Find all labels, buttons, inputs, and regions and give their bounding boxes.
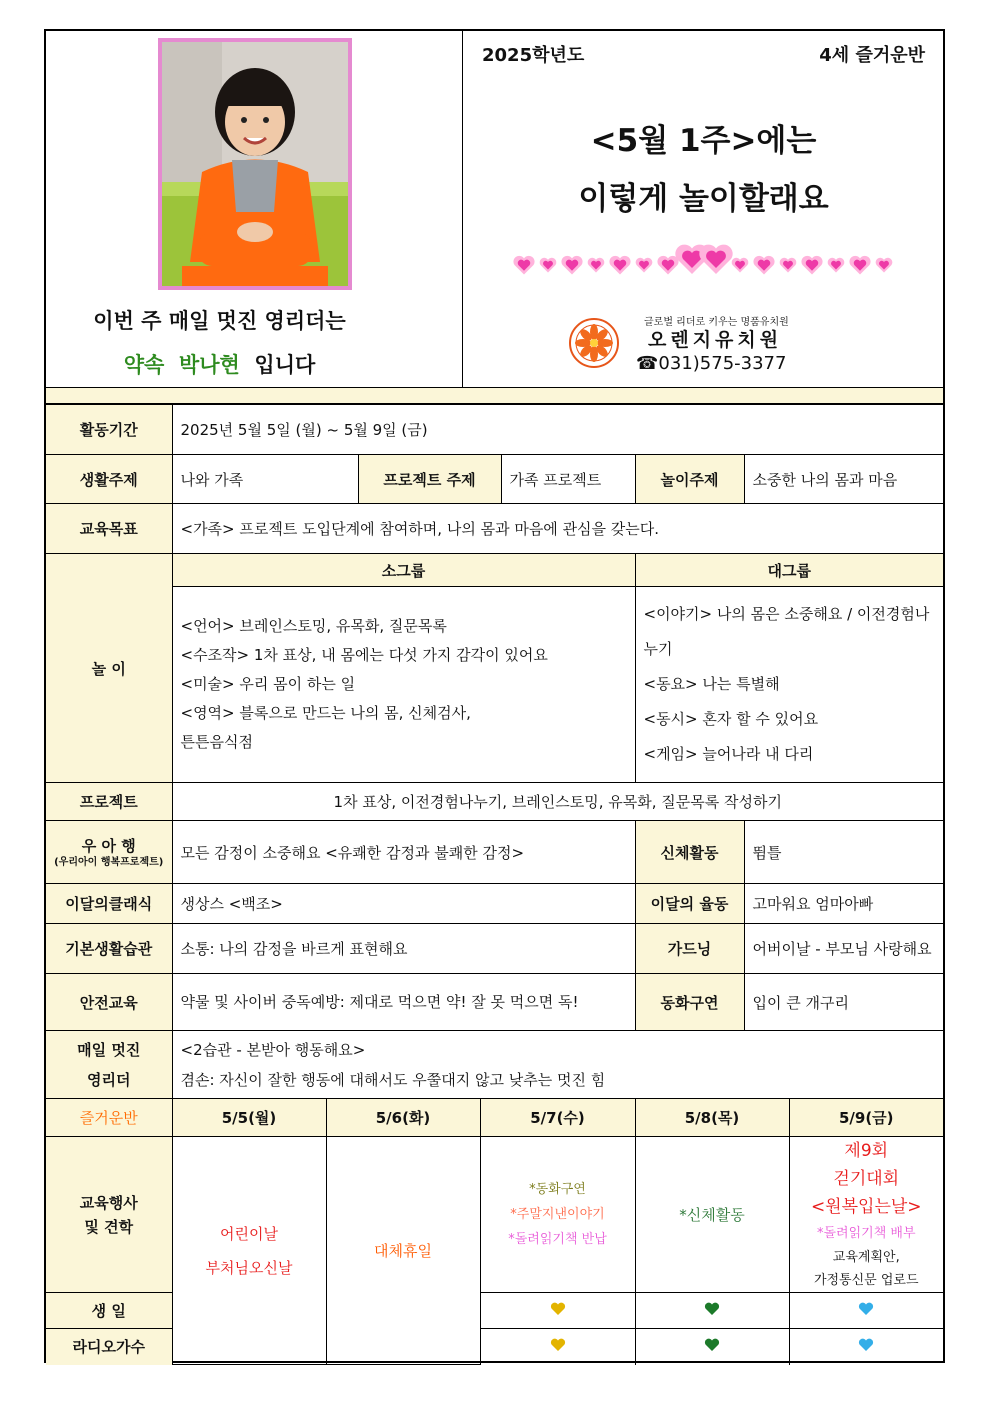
event-item: 교육계획안, (832, 1250, 900, 1265)
goal-label: 교육목표 (46, 504, 172, 554)
decorative-heart-icon (588, 258, 605, 273)
story-value: 입이 큰 개구리 (744, 974, 943, 1031)
title-panel (464, 31, 943, 387)
event-item: *주말지낸이야기 (510, 1207, 605, 1222)
page-title-line1: <5월 1주>에는 (590, 123, 817, 159)
event-item: 걷기대회 (833, 1169, 900, 1189)
row-project (46, 783, 943, 821)
list-item: <이야기> 나의 몸은 소중해요 / 이전경험나누기 (643, 605, 930, 658)
day-mon: 5/5(월) (172, 1099, 326, 1137)
decorative-heart-icon (657, 256, 678, 275)
life-theme-label: 생활주제 (46, 455, 172, 504)
list-item: <미술> 우리 몸이 하는 일 (180, 675, 356, 693)
decorative-heart-icon (732, 258, 749, 273)
event-item: 가정통신문 업로드 (813, 1273, 919, 1288)
physical-label: 신체활동 (635, 821, 744, 884)
school-logo-icon (568, 317, 620, 369)
blue-heart-icon (858, 1301, 874, 1317)
row-daily-leader (46, 1031, 943, 1099)
section-divider (46, 387, 943, 404)
green-heart-icon (704, 1337, 720, 1353)
day-tue: 5/6(화) (326, 1099, 480, 1137)
decorative-heart-icon (699, 245, 732, 274)
child-photo-illustration (162, 42, 348, 286)
list-item: <동시> 혼자 할 수 있어요 (643, 710, 819, 728)
leader-photo (158, 38, 352, 290)
rhythm-label: 이달의 율동 (635, 884, 744, 924)
leader-name: 박나현 (178, 353, 240, 377)
row-themes (46, 455, 943, 504)
uah-label (46, 821, 172, 884)
list-item: <영역> 블록으로 만드는 나의 몸, 신체검사, (180, 704, 471, 722)
large-group-label: 대그룹 (635, 554, 943, 587)
decorative-heart-icon (561, 256, 582, 275)
large-group-list (635, 587, 943, 783)
blue-heart-icon (858, 1337, 874, 1353)
wed-events (480, 1137, 635, 1293)
daily-leader-label-line2: 영리더 (87, 1070, 131, 1089)
decorative-heart-icon (753, 256, 774, 275)
decorative-heart-icon (849, 256, 870, 275)
yellow-heart-icon (550, 1301, 566, 1317)
thu-events: *신체활동 (635, 1137, 789, 1293)
leader-panel (46, 31, 463, 387)
thu-radio (635, 1329, 789, 1365)
decorative-heart-icon (828, 258, 845, 273)
list-item: <동요> 나는 특별해 (643, 675, 780, 693)
events-label (46, 1137, 172, 1293)
school-phone: ☎031)575-3377 (636, 353, 787, 374)
small-group-list (172, 587, 635, 783)
day-wed: 5/7(수) (480, 1099, 635, 1137)
radio-label: 라디오가수 (46, 1329, 172, 1365)
story-label: 동화구연 (635, 974, 744, 1031)
class-label: 즐거운반 (46, 1099, 172, 1137)
holiday-childrens-day: 어린이날 (220, 1224, 278, 1243)
life-theme-value: 나와 가족 (172, 455, 358, 504)
page-title-line2: 이렇게 놀이할래요 (578, 181, 829, 217)
green-heart-icon (704, 1301, 720, 1317)
day-fri: 5/9(금) (789, 1099, 943, 1137)
row-play-head (46, 554, 943, 587)
uah-title: 우 아 행 (81, 837, 136, 855)
uah-value: 모든 감정이 소중해요 <유쾌한 감정과 불쾌한 감정> (172, 821, 635, 884)
birthday-label: 생 일 (46, 1293, 172, 1329)
row-uah (46, 821, 943, 884)
play-theme-value: 소중한 나의 몸과 마음 (744, 455, 943, 504)
fri-birthday (789, 1293, 943, 1329)
row-events (46, 1137, 943, 1293)
list-item: <수조작> 1차 표상, 내 몸에는 다섯 가지 감각이 있어요 (180, 646, 548, 664)
classic-value: 생상스 <백조> (172, 884, 635, 924)
safety-value: 약물 및 사이버 중독예방: 제대로 먹으면 약! 잘 못 먹으면 독! (172, 974, 635, 1031)
wed-radio (480, 1329, 635, 1365)
period-label: 활동기간 (46, 405, 172, 455)
garden-value: 어버이날 - 부모님 사랑해요 (744, 924, 943, 974)
event-item: <원복입는날> (810, 1197, 922, 1217)
decorative-heart-icon (540, 258, 557, 273)
row-goal (46, 504, 943, 554)
event-item: *돌려읽기책 배부 (816, 1226, 916, 1241)
mon-holiday (172, 1137, 326, 1365)
thu-birthday (635, 1293, 789, 1329)
leader-suffix: 입니다 (254, 353, 316, 377)
row-days (46, 1099, 943, 1137)
daily-leader-label (46, 1031, 172, 1099)
events-label-line1: 교육행사 (79, 1193, 138, 1212)
row-habit (46, 924, 943, 974)
physical-value: 뜀틀 (744, 821, 943, 884)
period-value: 2025년 5월 5일 (월) ~ 5월 9일 (금) (172, 405, 943, 455)
decorative-heart-icon (876, 258, 893, 273)
habit-value: 소통: 나의 감정을 바르게 표현해요 (172, 924, 635, 974)
decorative-heart-icon (780, 258, 797, 273)
school-slogan: 글로벌 리더로 키우는 명품유치원 (644, 317, 789, 328)
small-group-label: 소그룹 (172, 554, 635, 587)
weekly-plan-sheet (44, 29, 945, 1363)
project-value: 1차 표상, 이전경험나누기, 브레인스토밍, 유목화, 질문목록 작성하기 (172, 783, 943, 821)
weekly-schedule-table (46, 1098, 943, 1365)
tue-holiday: 대체휴일 (326, 1137, 480, 1365)
daily-leader-value (172, 1031, 943, 1099)
header (46, 31, 943, 387)
project-theme-value: 가족 프로젝트 (501, 455, 635, 504)
list-item: <언어> 브레인스토밍, 유목화, 질문목록 (180, 617, 447, 635)
school-name: 오렌지유치원 (648, 329, 783, 351)
row-classic (46, 884, 943, 924)
rhythm-value: 고마워요 엄마아빠 (744, 884, 943, 924)
safety-label: 안전교육 (46, 974, 172, 1031)
play-label: 놀 이 (46, 554, 172, 783)
project-label: 프로젝트 (46, 783, 172, 821)
list-item: 튼튼음식점 (180, 733, 253, 751)
fri-events (789, 1137, 943, 1293)
row-period (46, 405, 943, 455)
row-safety (46, 974, 943, 1031)
play-theme-label: 놀이주제 (635, 455, 744, 504)
decorative-heart-icon (513, 256, 534, 275)
event-item: 제9회 (844, 1141, 889, 1161)
events-label-line2: 및 견학 (84, 1217, 134, 1236)
holiday-buddha: 부처님오신날 (205, 1258, 293, 1277)
uah-subtitle: (우리아이 행복프로젝트) (54, 857, 164, 868)
decorative-heart-icon (801, 256, 822, 275)
daily-leader-line1: <2습관 - 본받아 행동해요> (180, 1040, 366, 1059)
leader-tag: 약속 (123, 353, 165, 377)
habit-label: 기본생활습관 (46, 924, 172, 974)
classic-label: 이달의클래식 (46, 884, 172, 924)
hearts-decoration (512, 237, 897, 285)
school-year: 2025학년도 (482, 45, 585, 66)
fri-radio (789, 1329, 943, 1365)
row-play-body (46, 587, 943, 783)
decorative-heart-icon (636, 258, 653, 273)
day-thu: 5/8(목) (635, 1099, 789, 1137)
event-item: *돌려읽기책 반납 (508, 1232, 607, 1247)
wed-birthday (480, 1293, 635, 1329)
yellow-heart-icon (550, 1337, 566, 1353)
project-theme-label: 프로젝트 주제 (358, 455, 501, 504)
goal-value: <가족> 프로젝트 도입단계에 참여하며, 나의 몸과 마음에 관심을 갖는다. (172, 504, 943, 554)
event-item: *동화구연 (529, 1182, 586, 1197)
leader-intro: 이번 주 매일 멋진 영리더는 (93, 309, 346, 333)
garden-label: 가드닝 (635, 924, 744, 974)
class-name: 4세 즐거운반 (819, 45, 925, 66)
decorative-heart-icon (609, 256, 630, 275)
activity-info-table (46, 404, 943, 1099)
leader-announcement (46, 349, 393, 379)
daily-leader-label-line1: 매일 멋진 (77, 1040, 141, 1059)
list-item: <게임> 늘어나라 내 다리 (643, 745, 814, 763)
daily-leader-line2: 겸손: 자신이 잘한 행동에 대해서도 우쭐대지 않고 낮추는 멋진 힘 (180, 1070, 606, 1089)
